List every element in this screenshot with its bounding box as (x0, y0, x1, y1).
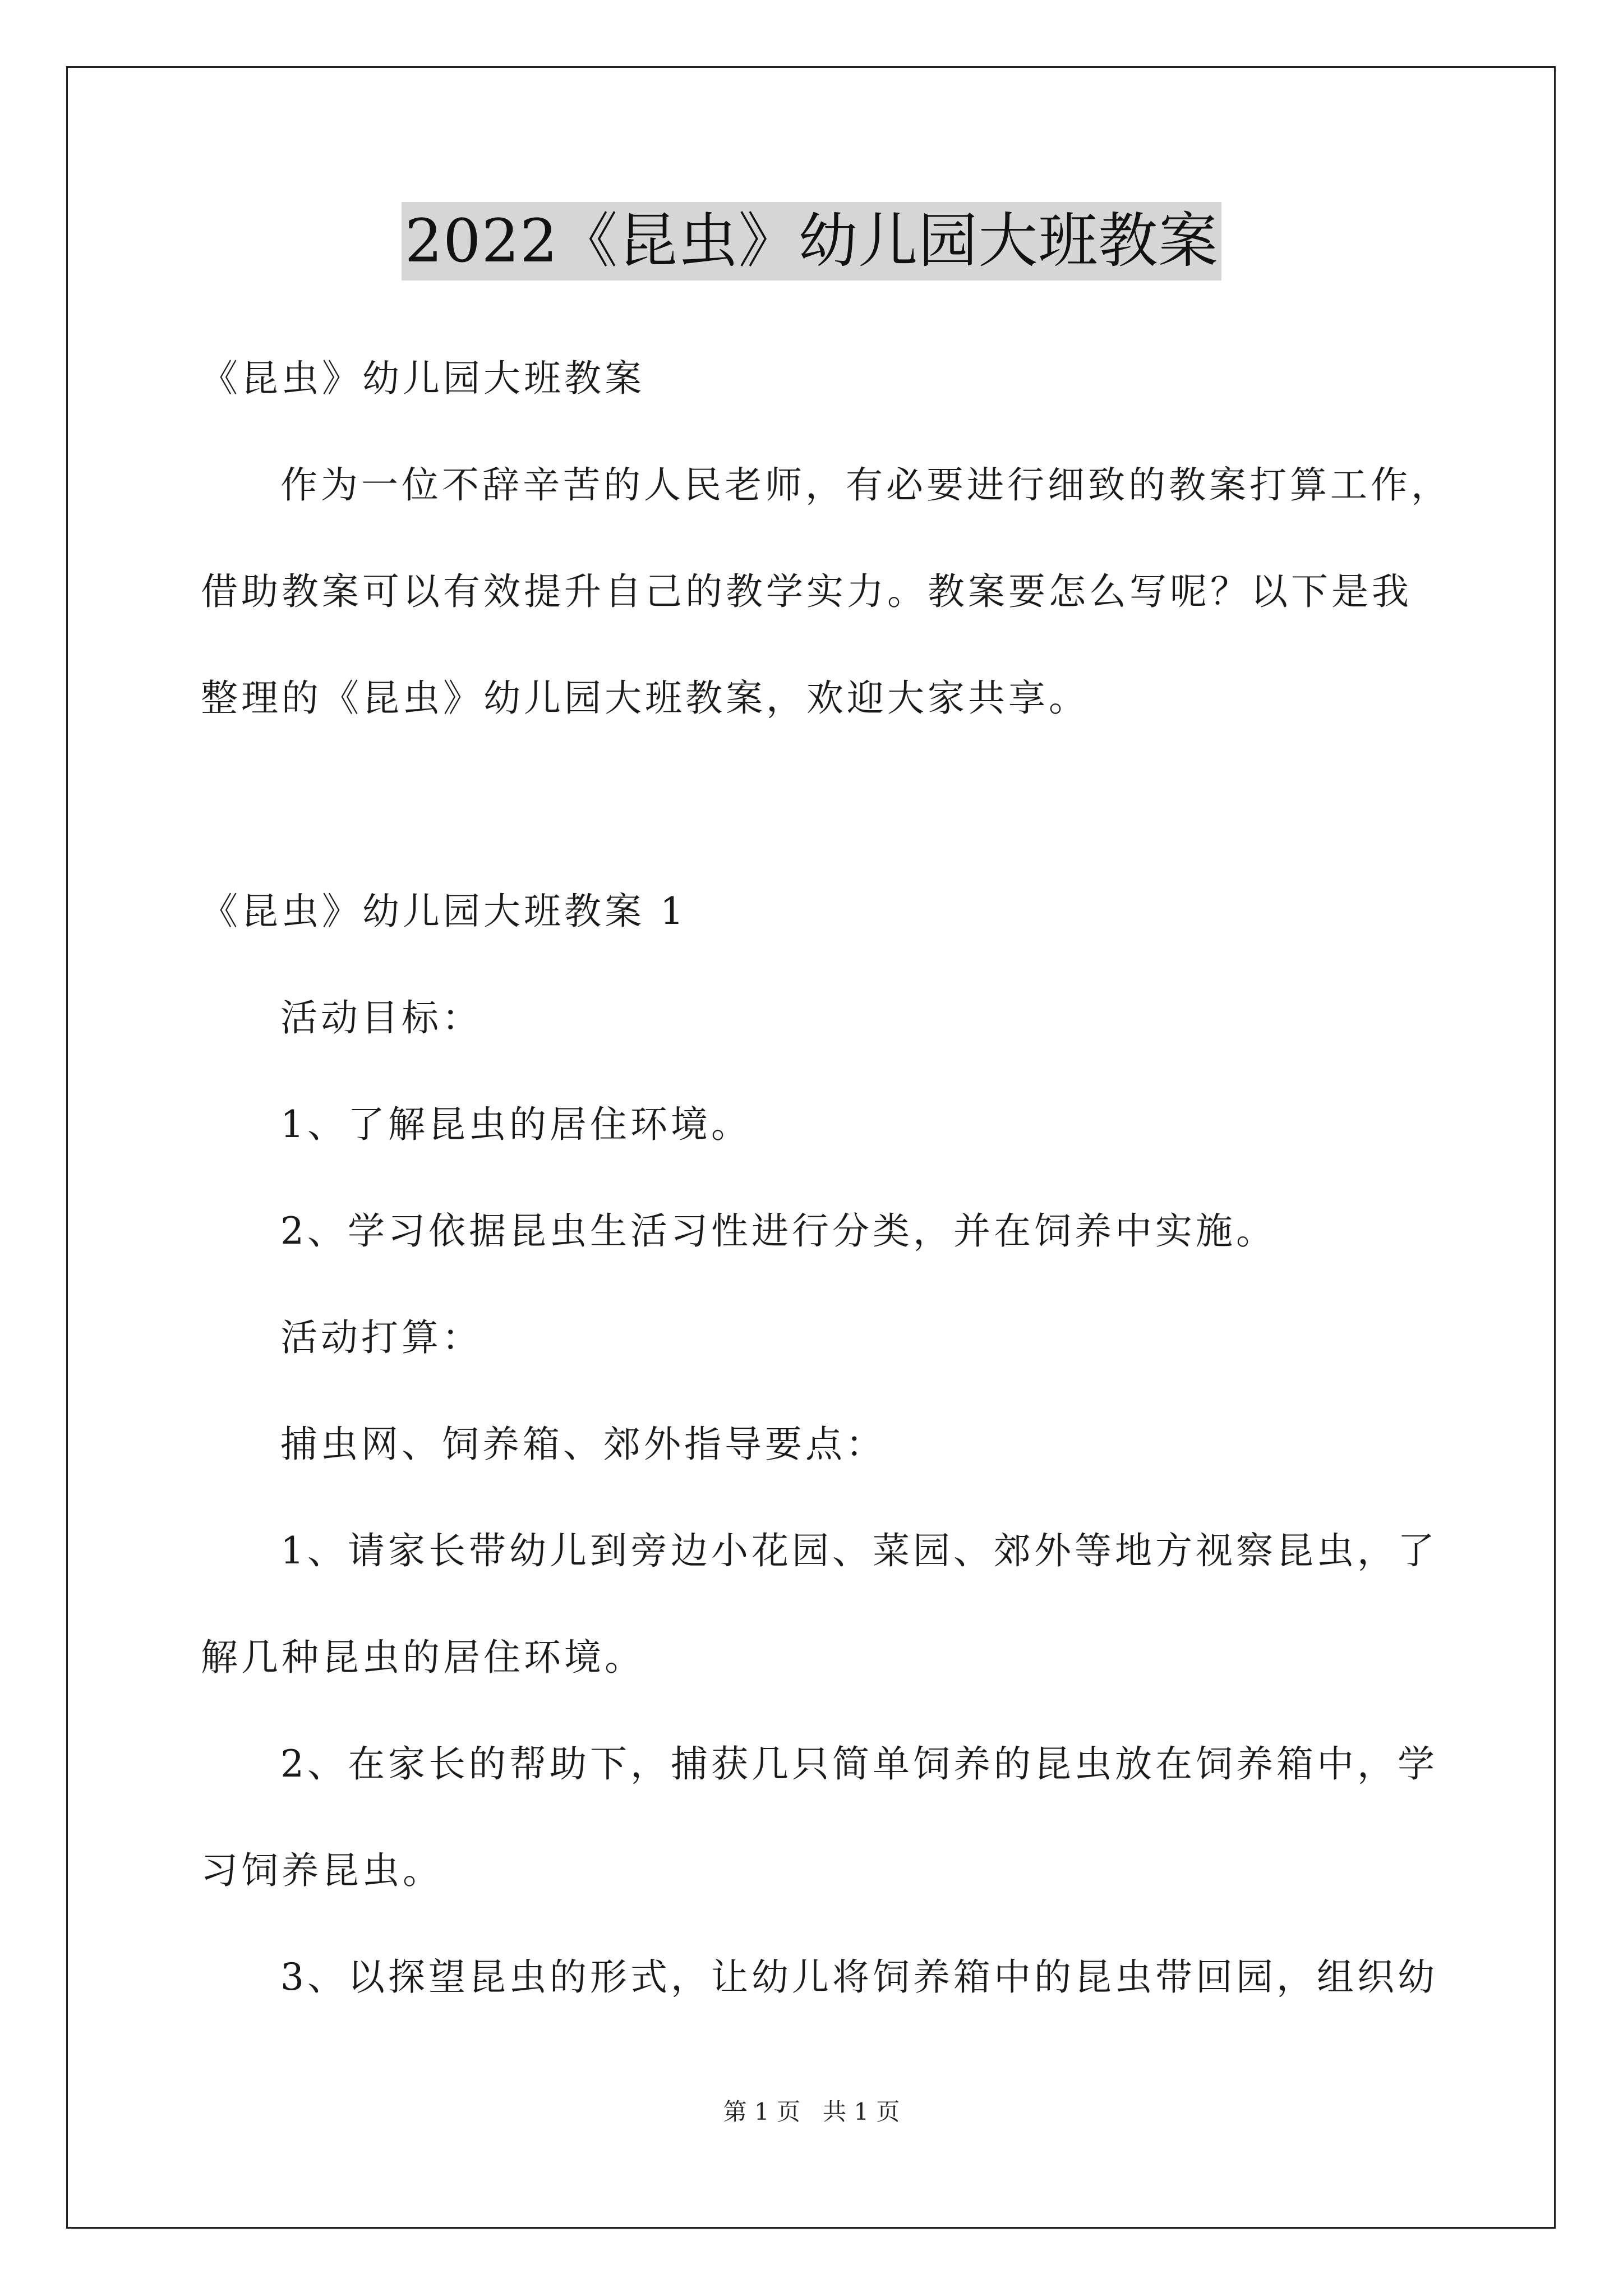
page-number: 第 1 页 (723, 2098, 800, 2125)
page-total: 共 1 页 (823, 2098, 900, 2125)
paragraph-line: 解几种昆虫的居住环境。 (201, 1636, 645, 1679)
paragraph-line: 捕虫网、饲养箱、郊外指导要点： (280, 1423, 886, 1466)
document-title: 2022《昆虫》幼儿园大班教案 (402, 202, 1222, 280)
paragraph-line: 作为一位不辞辛苦的人民老师，有必要进行细致的教案打算工作， (280, 463, 1451, 507)
paragraph-line: 2、在家长的帮助下，捕获几只简单饲养的昆虫放在饲养箱中，学 (280, 1742, 1438, 1786)
paragraph-line: 1、请家长带幼儿到旁边小花园、菜园、郊外等地方视察昆虫，了 (280, 1529, 1438, 1572)
paragraph-line: 活动打算： (280, 1316, 482, 1359)
page-footer (0, 2095, 1623, 2129)
paragraph-line: 整理的《昆虫》幼儿园大班教案，欢迎大家共享。 (201, 677, 1089, 720)
paragraph-line: 活动目标： (280, 996, 482, 1039)
section-heading: 《昆虫》幼儿园大班教案 1 (201, 890, 687, 933)
paragraph-line: 借助教案可以有效提升自己的教学实力。教案要怎么写呢？以下是我 (201, 570, 1412, 613)
subtitle-line: 《昆虫》幼儿园大班教案 (201, 357, 645, 400)
paragraph-line: 习饲养昆虫。 (201, 1849, 443, 1892)
paragraph-line: 3、以探望昆虫的形式，让幼儿将饲养箱中的昆虫带回园，组织幼 (280, 1955, 1438, 1999)
paragraph-line: 2、学习依据昆虫生活习性进行分类，并在饲养中实施。 (280, 1209, 1276, 1253)
paragraph-line: 1、了解昆虫的居住环境。 (280, 1103, 751, 1146)
title-container (0, 202, 1623, 280)
